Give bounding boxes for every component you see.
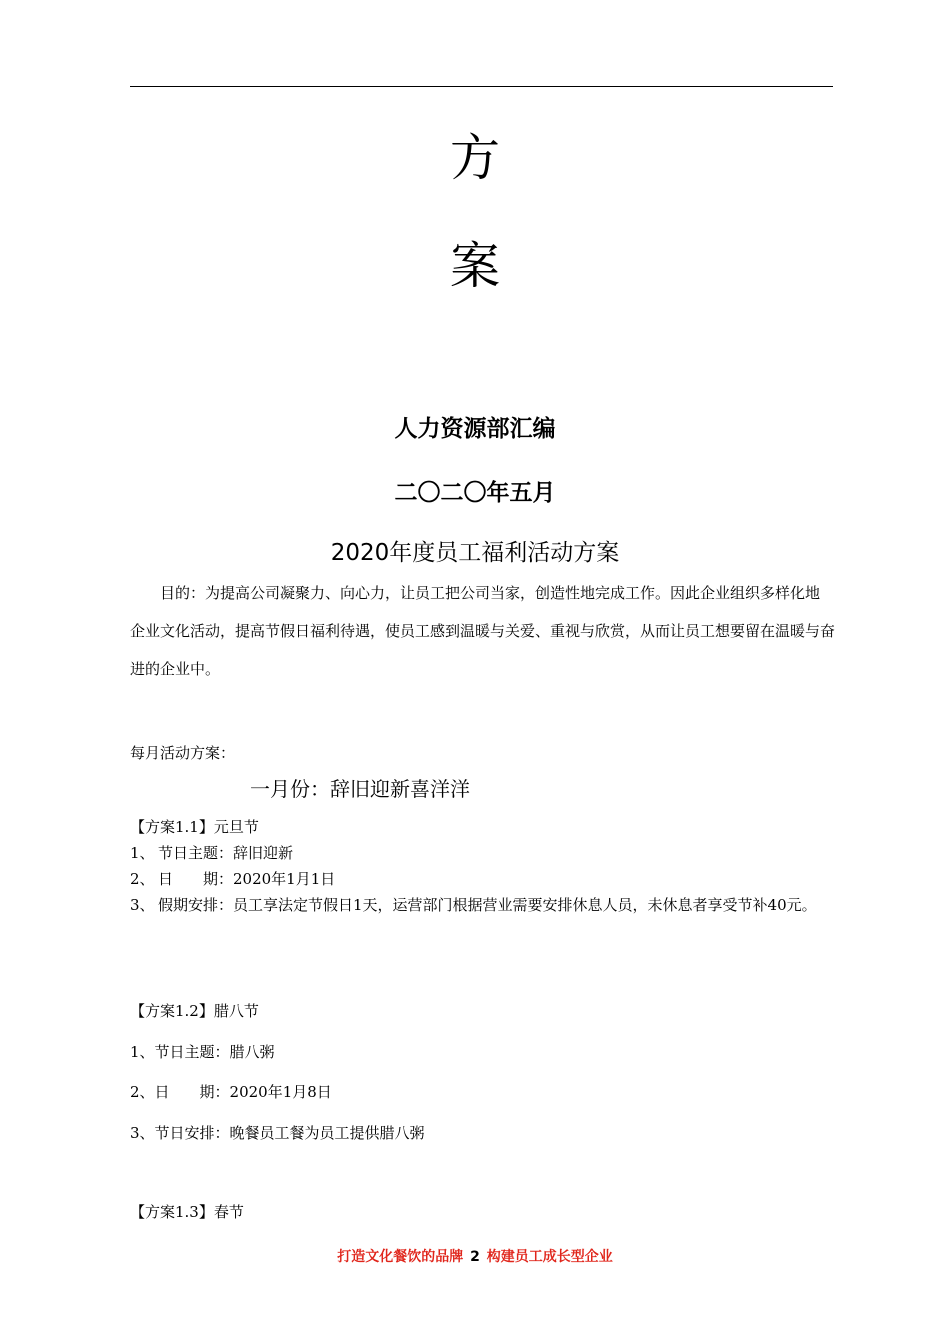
- plan-1-3-title: 【方案1.3】春节: [130, 1203, 244, 1221]
- list-number: 3、: [130, 896, 155, 914]
- plan-1-1-item: [130, 866, 835, 892]
- plan-1-2-title: 【方案1.2】腊八节: [130, 1002, 259, 1020]
- list-text: 节日主题：辞旧迎新: [158, 844, 294, 862]
- compiler-line: 人力资源部汇编: [394, 416, 556, 442]
- plan-1-1-item: [130, 892, 835, 918]
- list-number: 2、: [130, 870, 155, 888]
- plan-1-1-item: [130, 840, 835, 866]
- month-1-heading: 一月份：辞旧迎新喜洋洋: [250, 777, 470, 801]
- list-number: 1、: [130, 844, 155, 862]
- cover-title-char-2: 案: [450, 237, 500, 295]
- page-footer: [0, 1246, 950, 1266]
- page-number: 2: [470, 1249, 480, 1265]
- purpose-label: 目的：: [160, 584, 206, 602]
- document-title: 2020年度员工福利活动方案: [330, 540, 620, 566]
- purpose-text: 为提高公司凝聚力、向心力，让员工把公司当家，创造性地完成工作。因此企业组织多样化地企业文化活动，提高节假日福利待遇，使员工感到温暖与关爱、重视与欣赏，从而让员工想要留在温暖与奋进的企业中。: [130, 584, 836, 678]
- plan-1-2-item: 2、日 期：2020年1月8日: [130, 1083, 332, 1101]
- list-text: 日 期：2020年1月1日: [158, 870, 336, 888]
- date-line: 二〇二〇年五月: [394, 480, 556, 506]
- plan-1-1-title: 【方案1.1】元旦节: [130, 818, 259, 836]
- cover-title-char-1: 方: [450, 129, 500, 187]
- plan-1-2-item: 1、节日主题：腊八粥: [130, 1043, 275, 1061]
- footer-slogan-right: 构建员工成长型企业: [486, 1249, 613, 1265]
- header-rule: [130, 86, 833, 87]
- purpose-paragraph: [130, 574, 835, 688]
- list-text: 假期安排：员工享法定节假日1天，运营部门根据营业需要安排休息人员，未休息者享受节补40元。: [158, 896, 817, 914]
- footer-slogan-left: 打造文化餐饮的品牌: [337, 1249, 464, 1265]
- plan-1-2-item: 3、节日安排：晚餐员工餐为员工提供腊八粥: [130, 1124, 425, 1142]
- monthly-plan-label: 每月活动方案：: [130, 744, 236, 762]
